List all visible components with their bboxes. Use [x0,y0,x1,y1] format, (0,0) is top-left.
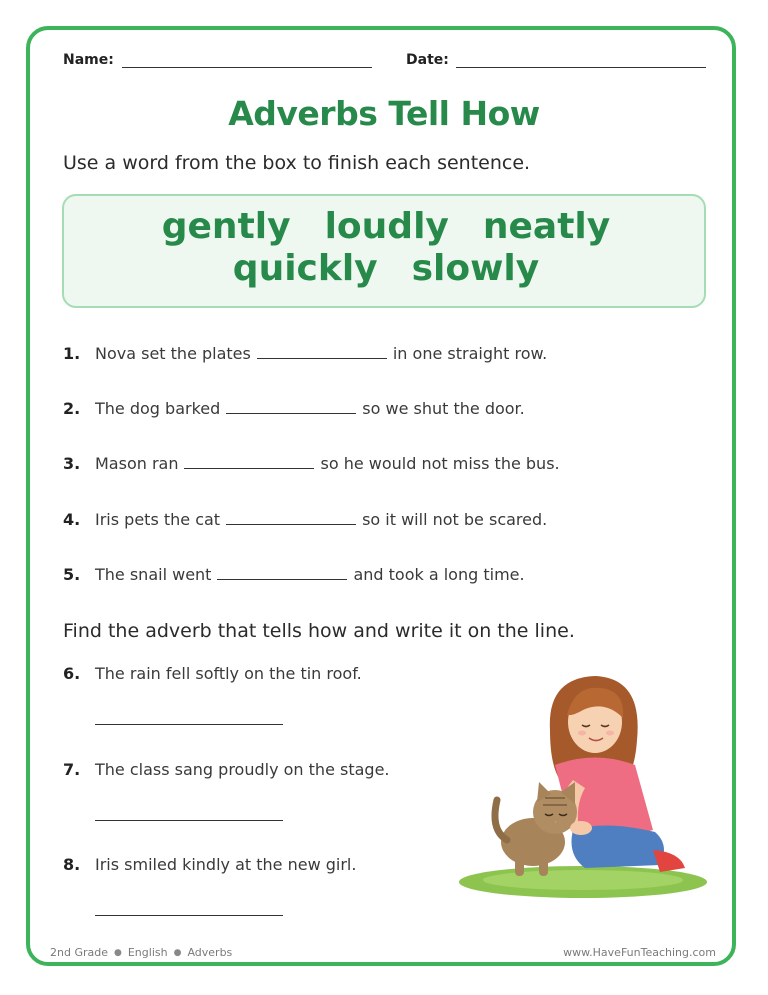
question-text-after: and took a long time. [353,565,525,584]
footer-tag-subject: English [127,946,168,959]
question-3 [63,454,560,473]
answer-blank[interactable] [226,412,356,414]
word-bank-word: slowly [411,248,540,289]
question-text: The class sang proudly on the stage. [95,760,390,779]
question-8 [63,855,356,874]
question-6 [63,664,362,683]
word-bank-word: gently [161,206,291,247]
question-number: 3. [63,454,81,473]
question-text-before: The snail went [95,565,212,584]
question-text-after: so it will not be scared. [362,510,548,529]
footer-website[interactable]: www.HaveFunTeaching.com [563,946,716,959]
question-number: 7. [63,760,81,779]
date-field[interactable] [456,67,706,68]
date-label: Date: [406,52,449,68]
question-text-before: Nova set the plates [95,344,251,363]
word-bank-word: neatly [482,206,611,247]
word-bank-box [62,194,706,308]
answer-blank[interactable] [184,467,314,469]
question-7 [63,760,390,779]
girl-petting-kitten-illustration [455,670,710,905]
word-bank-row-2 [64,248,708,289]
question-text: Iris smiled kindly at the new girl. [95,855,357,874]
answer-line[interactable] [95,724,283,725]
question-5 [63,565,525,584]
question-number: 6. [63,664,81,683]
word-bank-word: quickly [232,248,378,289]
page-title: Adverbs Tell How [228,94,540,133]
question-text-before: Mason ran [95,454,179,473]
question-4 [63,510,547,529]
word-bank-row-1 [64,206,708,247]
instruction-find-adverb: Find the adverb that tells how and write it on the line. [63,620,575,642]
footer-tag-topic: Adverbs [187,946,233,959]
question-2 [63,399,525,418]
name-field[interactable] [122,67,372,68]
question-number: 1. [63,344,81,363]
instruction-word-box: Use a word from the box to finish each sentence. [63,152,531,174]
answer-line[interactable] [95,820,283,821]
answer-blank[interactable] [226,523,356,525]
question-text-before: Iris pets the cat [95,510,221,529]
word-bank-word: loudly [324,206,449,247]
footer-tags [50,946,232,959]
question-text-after: in one straight row. [392,344,548,363]
question-number: 2. [63,399,81,418]
question-text-before: The dog barked [95,399,221,418]
question-number: 8. [63,855,81,874]
answer-blank[interactable] [217,578,347,580]
question-number: 4. [63,510,81,529]
answer-blank[interactable] [257,357,387,359]
question-text-after: so he would not miss the bus. [320,454,560,473]
question-1 [63,344,547,363]
question-text: The rain fell softly on the tin roof. [95,664,362,683]
bullet-icon: ● [114,948,122,958]
name-label: Name: [63,52,114,68]
answer-line[interactable] [95,915,283,916]
bullet-icon: ● [173,948,182,958]
question-number: 5. [63,565,81,584]
footer-tag-grade: 2nd Grade [50,946,108,959]
question-text-after: so we shut the door. [362,399,525,418]
